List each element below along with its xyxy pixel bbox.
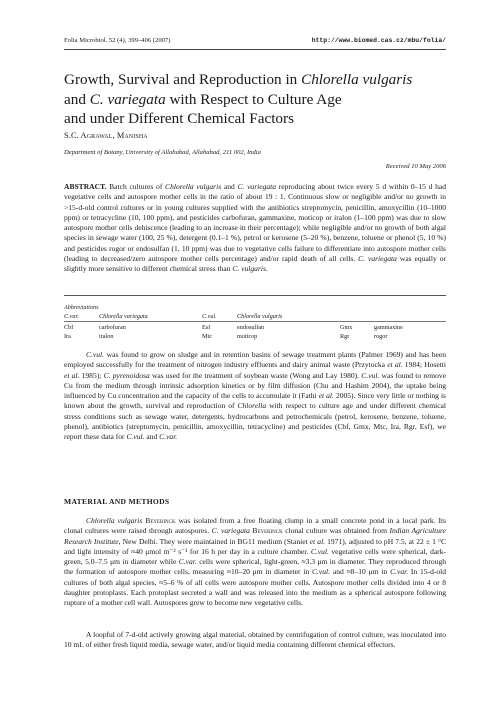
abbreviations-rule [64, 321, 446, 322]
journal-citation: Folia Microbiol. 52 (4), 399–406 (2007) [64, 37, 171, 44]
abstract: ABSTRACT. Batch cultures of Chlorella vulgaris and C. variegata reproducing about twice every 5 d within 0–15 d had vegetative cells and autospore mother cells in the ratio of about 19 : 1. Continuous slow or negligible and/or no growth in >15-d-old control cultures or in young cultures supplied with the antibiotics streptomycin, penicillin, amoxycillin (10–1000 ppm) or tetracycline (10, 100 ppm), and pesticides carbofuran, gammaxine, moticop or iralon (1–100 ppm) was due to slow autospore mother cells dehiscence (leading to an increase in their percentage); while negligible and/or no growth of both algal species in sewage water (100, 25 %), detergent (0.1–1 %), petrol or kerosene (5–20 %), benzene, toluene or phenol (5, 10 %) and pesticides rogor or endosulfan (1, 10 ppm) was due to vegetative cells failure to differentiate into autospore mother cells (leading to decreased/zero autospore mother cells percentage) and/or rapid death of all cells. C. variegata was equally or slightly more sensitive to different chemical stress than C. vulgaris. [64, 182, 446, 274]
abbreviations-row: Cbf carbofuran Esf endosulfan Gmx gammaxine [64, 324, 403, 331]
abbreviations-title: Abbreviations [64, 304, 99, 311]
abbreviations-row: Ira iralon Mtc moticop Rgr rogor [64, 333, 388, 340]
journal-url[interactable]: http://www.biomed.cas.cz/mbu/folia/ [311, 37, 446, 44]
affiliation: Department of Botany, University of Allahabad, Allahabad, 211 002, India [64, 149, 261, 156]
running-header [64, 37, 446, 47]
methods-paragraph: Chlorella vulgaris Beyerinck was isolated from a free floating clump in a small concrete pond in a local park. Its clonal cultures were raised through autospores. C. variegata Beyerinck clonal culture was obtained from Indian Agriculture Research Institute, New Delhi. They were maintained in BG11 medium (Staniet et al. 1971), adjusted to pH 7.5, at 22 ± 1 °C and light intensity of ≈40 μmol m⁻² s⁻¹ for 16 h per day in a culture chamber. C.vul. vegetative cells were spherical, dark-green, 5.0–7.5 μm in diameter while C.var. cells were spherical, light-green, ≈3.3 μm in diameter. They reproduced through the formation of autospore mother cells, measuring ≈10–20 μm in diameter in C.vul. and ≈8–10 μm in C.var. In 15-d-old cultures of both algal species, ≈5–6 % of all cells were autospore mother cells. Autospore mother cells divided into 4 or 8 daughter protoplasts. Each protoplast secreted a wall and was released into the medium as a spherical autospore following rupture of a mother cell wall. Autospores grew to become new vegetative cells. [64, 516, 447, 608]
intro-paragraph: C.vul. was found to grow on sludge and in retention basins of sewage treatment plants (Palmer 1969) and has been employed successfully for the treatment of nitrogen industry effluents and dairy animal waste (Przytocka et al. 1984; Hosetti et al. 1985); C. pyrenoidosa was used for the treatment of soybean waste (Wong and Lay 1980). C.vul. was found to remove Cu from the medium through intrinsic adsorption kinetics or by film diffusion (Chu and Hashim 2004), the uptake being influenced by Cu concentration and the capacity of the cells to accumulate it (Fathi et al. 2005). Since very little or nothing is known about the growth, survival and reproduction of Chlorella with respect to culture age and under different chemical stress conditions such as sewage water, detergents, hydrocarbons and petrochemicals (petrol, kerosene, benzene, toluene, phenol), antibiotics (streptomycin, penicillin, amoxycillin, tetracycline) and pesticides (Cbf, Gmx, Mtc, Ira, Rgr, Esf), we report these data for C.vul. and C.var. [64, 350, 447, 442]
section-heading-methods: MATERIAL AND METHODS [64, 497, 170, 506]
methods-paragraph: A loopful of 7-d-old actively growing algal material, obtained by centrifugation of control culture, was inoculated into 10 mL of either fresh liquid media, sewage water, and/or liquid media containing different chemical effectors. [64, 630, 446, 650]
received-date: Received 10 May 2006 [385, 163, 446, 170]
paper-title: Growth, Survival and Reproduction in Chlorella vulgaris and C. variegata with Respect to Culture Age and under Different Chemical Factors [64, 71, 413, 127]
abbreviations-head-row: C.var. Chlorella variegata C.vul. Chlorella vulgaris [64, 313, 283, 320]
header-rule [64, 49, 446, 50]
authors: S.C. Agrawal, Manisha [64, 131, 148, 140]
abstract-rule [64, 295, 446, 296]
